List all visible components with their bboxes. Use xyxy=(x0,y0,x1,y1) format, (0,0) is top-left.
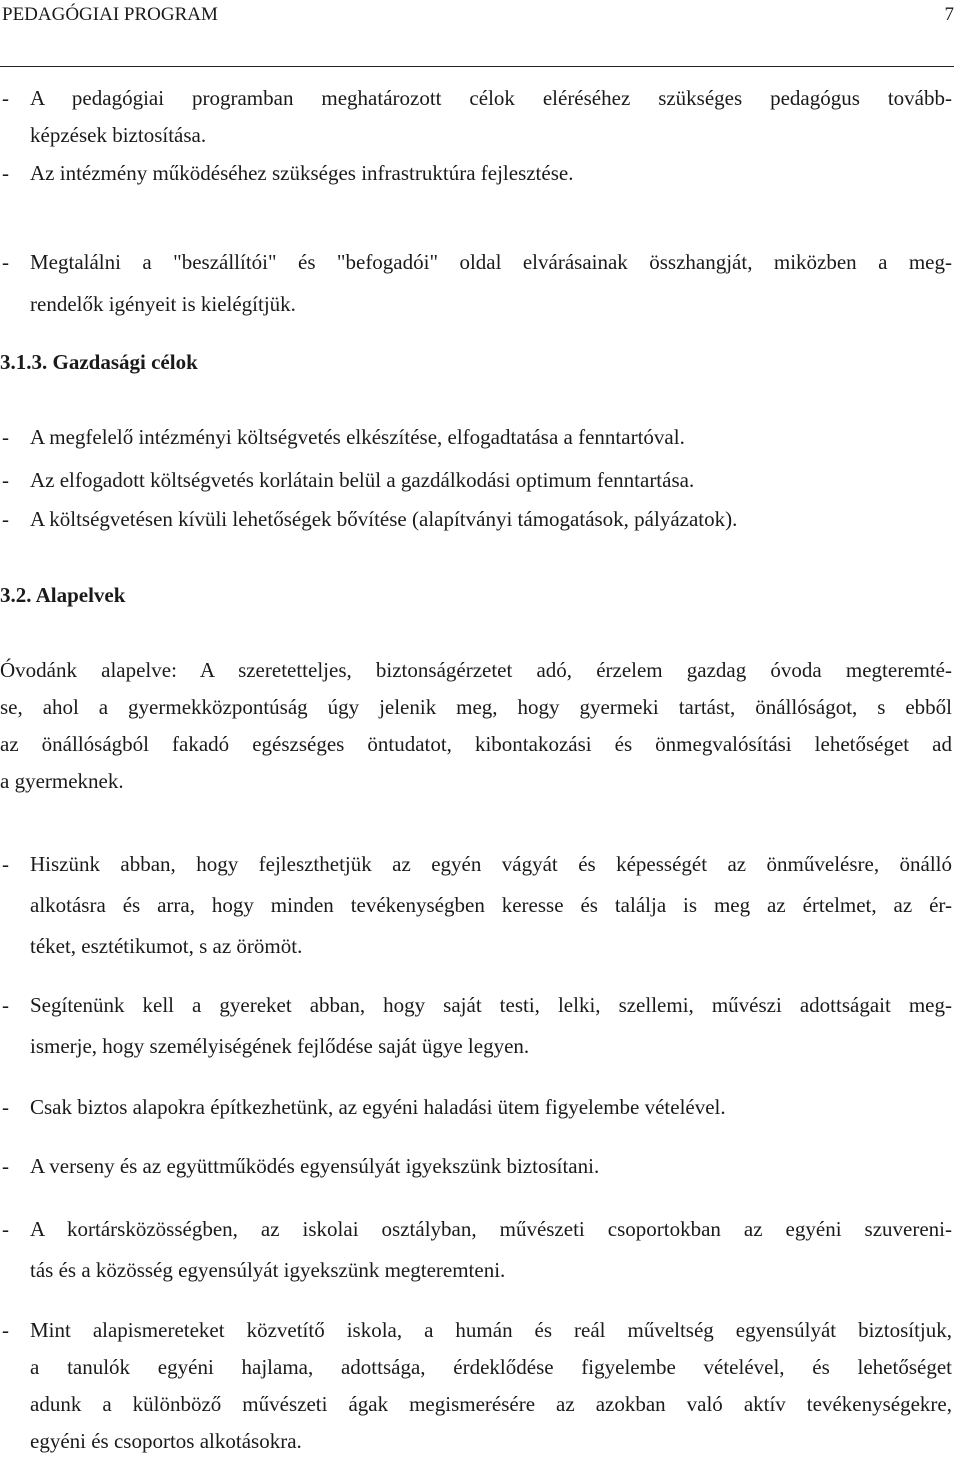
list-item xyxy=(0,244,956,323)
list-item xyxy=(0,1312,956,1460)
list-item-text: Az elfogadott költségvetés korlátain belül a gazdálkodási optimum fenntartása. xyxy=(30,468,695,492)
bullet-dash: - xyxy=(2,852,9,876)
section-heading xyxy=(0,577,956,614)
page-number: 7 xyxy=(944,4,954,25)
bullet-dash: - xyxy=(2,86,9,110)
list-item-text: Az intézmény működéséhez szükséges infrastruktúra fejlesztése. xyxy=(30,161,574,185)
list-item-text: A verseny és az együttműködés egyensúlyát igyekszünk biztosítani. xyxy=(30,1154,600,1178)
list-item-text: egyéni és csoportos alkotásokra. xyxy=(30,1429,302,1453)
bullet-dash: - xyxy=(2,468,9,492)
paragraph-line: az önállóságból fakadó egészséges öntudatot, kibontakozási és önmegvalósítási lehetőséget ad xyxy=(0,732,952,756)
bullet-dash: - xyxy=(2,1217,9,1241)
list-item-text: Csak biztos alapokra építkezhetünk, az egyéni haladási ütem figyelembe vételével. xyxy=(30,1095,726,1119)
section-heading-text: 3.2. Alapelvek xyxy=(0,583,126,607)
list-item xyxy=(0,155,956,192)
list-item-text: képzések biztosítása. xyxy=(30,123,207,147)
list-item-text: A kortársközösségben, az iskolai osztályban, művészeti csoportokban az egyéni szuvereni- xyxy=(30,1217,952,1241)
list-item-text: a tanulók egyéni hajlama, adottsága, érdeklődése figyelembe vételével, és lehetőséget xyxy=(30,1355,952,1379)
bullet-dash: - xyxy=(2,425,9,449)
list-item xyxy=(0,462,956,499)
bullet-dash: - xyxy=(2,507,9,531)
list-item xyxy=(0,987,956,1065)
list-item xyxy=(0,80,956,154)
section-heading-text: 3.1.3. Gazdasági célok xyxy=(0,350,198,374)
list-item-text: A pedagógiai programban meghatározott célok eléréséhez szükséges pedagógus tovább- xyxy=(30,86,952,110)
list-item xyxy=(0,1148,956,1185)
list-item-text: Segítenünk kell a gyereket abban, hogy saját testi, lelki, szellemi, művészi adottságait meg- xyxy=(30,993,952,1017)
header-title: PEDAGÓGIAI PROGRAM xyxy=(2,4,218,25)
list-item-text: A költségvetésen kívüli lehetőségek bővítése (alapítványi támogatások, pályázatok). xyxy=(30,507,738,531)
intro-paragraph xyxy=(0,652,956,800)
list-item-text: Megtalálni a "beszállítói" és "befogadói" oldal elvárásainak összhangját, miközben a meg- xyxy=(30,250,952,274)
list-item-text: Hiszünk abban, hogy fejleszthetjük az egyén vágyát és képességét az önművelésre, önálló xyxy=(30,852,952,876)
list-item-text: tás és a közösség egyensúlyát igyekszünk megteremteni. xyxy=(30,1258,506,1282)
list-item xyxy=(0,1211,956,1289)
section-heading xyxy=(0,344,956,381)
bullet-dash: - xyxy=(2,1318,9,1342)
bullet-dash: - xyxy=(2,1095,9,1119)
header-rule xyxy=(0,66,954,67)
bullet-dash: - xyxy=(2,250,9,274)
list-item-text: rendelők igényeit is kielégítjük. xyxy=(30,292,296,316)
list-item-text: Mint alapismereteket közvetítő iskola, a humán és reál műveltség egyensúlyát biztosítjuk, xyxy=(30,1318,952,1342)
bullet-dash: - xyxy=(2,1154,9,1178)
list-item-text: téket, esztétikumot, s az örömöt. xyxy=(30,934,303,958)
list-item-text: A megfelelő intézményi költségvetés elkészítése, elfogadtatása a fenntartóval. xyxy=(30,425,685,449)
paragraph-line: Óvodánk alapelve: A szeretetteljes, biztonságérzetet adó, érzelem gazdag óvoda megteremté- xyxy=(0,658,952,682)
list-item-text: adunk a különböző művészeti ágak megismerésére az azokban való aktív tevékenységekre, xyxy=(30,1392,952,1416)
paragraph-line: se, ahol a gyermekközpontúság úgy jelenik meg, hogy gyermeki tartást, önállóságot, s ebből xyxy=(0,695,952,719)
page-header xyxy=(0,4,960,34)
paragraph-line: a gyermeknek. xyxy=(0,769,124,793)
list-item-text: alkotásra és arra, hogy minden tevékenységben keresse és találja is meg az értelmet, az ér- xyxy=(30,893,952,917)
list-item xyxy=(0,501,956,538)
bullet-dash: - xyxy=(2,993,9,1017)
list-item-text: ismerje, hogy személyiségének fejlődése saját ügye legyen. xyxy=(30,1034,530,1058)
list-item xyxy=(0,1089,956,1126)
bullet-dash: - xyxy=(2,161,9,185)
list-item xyxy=(0,419,956,456)
list-item xyxy=(0,846,956,965)
